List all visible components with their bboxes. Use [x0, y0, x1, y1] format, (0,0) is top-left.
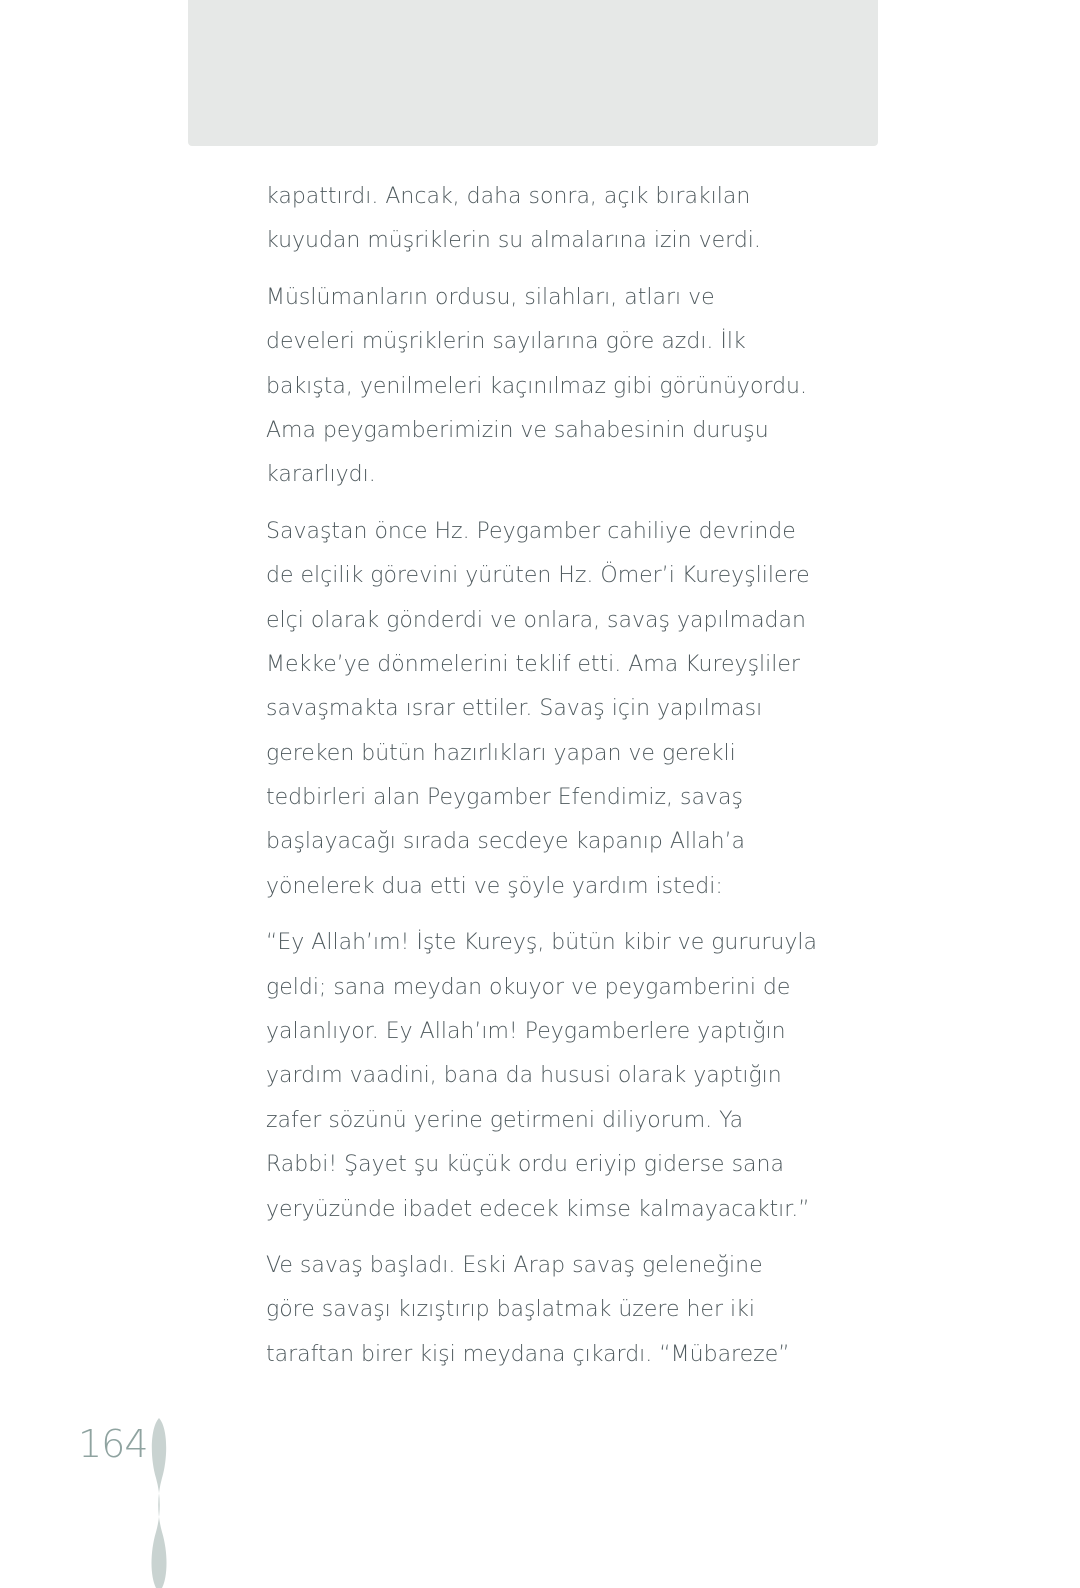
text-line: Savaştan önce Hz. Peygamber cahiliye devrinde — [266, 518, 796, 544]
text-line: zafer sözünü yerine getirmeni diliyorum. Ya — [266, 1107, 744, 1133]
text-line: bakışta, yenilmeleri kaçınılmaz gibi görünüyordu. — [266, 373, 807, 399]
text-line: yalanlıyor. Ey Allah’ım! Peygamberlere yaptığın — [266, 1019, 786, 1045]
paragraph — [266, 921, 826, 1232]
text-line: Rabbi! Şayet şu küçük ordu eriyip giderse sana — [266, 1152, 784, 1178]
text-line: yönelerek dua etti ve şöyle yardım istedi: — [266, 873, 723, 899]
text-line: kararlıydı. — [266, 462, 376, 488]
text-line: yardım vaadini, bana da hususi olarak yaptığın — [266, 1063, 782, 1089]
text-line: Mekke’ye dönmelerini teklif etti. Ama Kureyşliler — [266, 651, 800, 677]
text-line: elçi olarak gönderdi ve onlara, savaş yapılmadan — [266, 607, 806, 633]
text-line: yeryüzünde ibadet edecek kimse kalmayacaktır.” — [266, 1196, 810, 1222]
text-line: kuyudan müşriklerin su almalarına izin verdi. — [266, 228, 761, 254]
header-band — [188, 0, 878, 146]
text-line: kapattırdı. Ancak, daha sonra, açık bırakılan — [266, 184, 751, 209]
text-line: tedbirleri alan Peygamber Efendimiz, savaş — [266, 785, 743, 811]
ornament-icon — [148, 1418, 170, 1588]
text-line: “Ey Allah’ım! İşte Kureyş, bütün kibir ve gururuyla — [266, 930, 817, 956]
text-line: Ve savaş başladı. Eski Arap savaş geleneğine — [266, 1252, 763, 1278]
paragraph — [266, 175, 826, 264]
text-line: de elçilik görevini yürüten Hz. Ömer’i Kureyşlilere — [266, 563, 810, 589]
text-line: göre savaşı kızıştırıp başlatmak üzere her iki — [266, 1297, 755, 1323]
paragraph — [266, 276, 826, 498]
paragraph — [266, 510, 826, 910]
text-line: develeri müşriklerin sayılarına göre azdı. İlk — [266, 329, 746, 355]
text-line: savaşmakta ısrar ettiler. Savaş için yapılması — [266, 696, 763, 722]
text-line: gereken bütün hazırlıkları yapan ve gerekli — [266, 740, 736, 766]
text-line: Ama peygamberimizin ve sahabesinin duruşu — [266, 417, 769, 443]
text-line: geldi; sana meydan okuyor ve peygamberini de — [266, 974, 791, 1000]
body-text — [266, 175, 826, 1389]
text-line: Müslümanların ordusu, silahları, atları ve — [266, 284, 715, 310]
page-number: 164 — [78, 1422, 148, 1466]
paragraph — [266, 1244, 826, 1377]
text-line: başlayacağı sırada secdeye kapanıp Allah’a — [266, 829, 746, 855]
text-line: taraftan birer kişi meydana çıkardı. “Mübareze” — [266, 1341, 790, 1367]
